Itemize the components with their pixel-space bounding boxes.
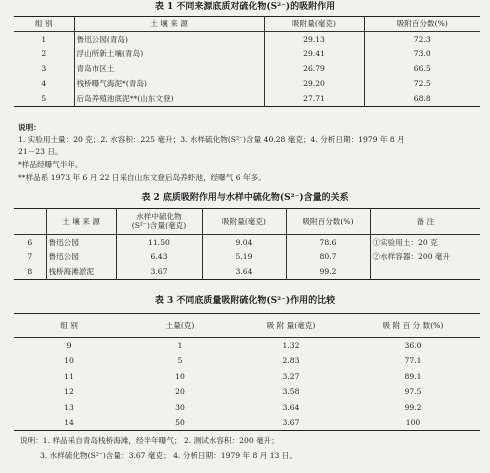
table1-source: 鲁迅公园(青岛) <box>74 32 264 47</box>
table1-note: 21－23 日。 <box>18 147 63 156</box>
table1-header-row <box>14 17 480 32</box>
table2-percent: 99.2 <box>286 265 370 280</box>
table-row <box>14 400 480 416</box>
table2-remark: ①实验用土：20 克 <box>372 237 438 247</box>
table1-source: 浮山所新土壤(青岛) <box>74 47 264 62</box>
table2-header-content-line1: 水样中硫化物 <box>136 211 182 221</box>
table2-amount: 9.04 <box>202 235 286 250</box>
table1-note: *样品经曝气半年。 <box>18 160 83 169</box>
table2-header-amount: 吸附量(毫克) <box>202 209 286 235</box>
table2-group: 8 <box>14 265 46 280</box>
table3-amount: 3.27 <box>282 371 300 381</box>
table3-header-soil: 土量(克) <box>165 320 195 330</box>
table3-header-amount: 吸 附 量(毫克) <box>266 320 316 330</box>
table1-group: 2 <box>14 47 74 62</box>
table3-percent: 99.2 <box>404 402 422 412</box>
table2-header-percent: 吸附百分数(%) <box>286 209 370 235</box>
table3-group: 9 <box>66 340 72 350</box>
table1-group: 1 <box>14 32 74 47</box>
table2-header-row <box>14 209 480 235</box>
table1-header-source: 土 壤 来 源 <box>74 17 264 32</box>
table2-header-content-line2: (S²⁻)含量(毫克) <box>131 220 187 230</box>
table2-header-remark: 备 注 <box>416 216 435 226</box>
table1-source: 后岛养殖池底泥**(山东文登) <box>74 92 264 107</box>
table3-amount: 3.67 <box>282 417 300 427</box>
table1-percent: 73.0 <box>413 49 431 59</box>
table1-title: 表 1 不同来源底质对硫化物(S²⁻)的吸附作用 <box>154 2 336 12</box>
table2-content: 6.43 <box>116 250 202 265</box>
table2-header-content <box>116 209 202 235</box>
table2-remark: ②水样容器：200 毫升 <box>372 252 451 262</box>
table2-header-source: 土 壤 来 源 <box>46 209 116 235</box>
table-row <box>14 415 480 431</box>
table3-notes <box>14 436 480 466</box>
table1-header-percent: 吸附百分数(%) <box>396 19 448 29</box>
table3-amount: 1.32 <box>282 340 300 350</box>
table1-amount: 29.20 <box>264 77 364 92</box>
table3-percent: 36.0 <box>404 340 422 350</box>
table-row <box>14 92 480 107</box>
table1-note-heading: 说明： <box>18 123 41 132</box>
table-row <box>14 338 480 354</box>
table-row <box>14 250 480 265</box>
table2 <box>14 208 480 280</box>
table2-header-group <box>14 209 46 235</box>
table2-source: 栈桥海滩淤泥 <box>46 265 116 280</box>
table3-soil: 20 <box>175 387 185 397</box>
table3-percent: 100 <box>405 417 421 427</box>
table1-amount: 26.79 <box>264 62 364 77</box>
table1-group: 4 <box>14 77 74 92</box>
table1-notes <box>14 123 480 203</box>
table2-content: 11.50 <box>116 235 202 250</box>
table3-header-percent: 吸 附 百 分 数(%) <box>382 320 444 330</box>
table2-remark-empty <box>370 265 480 280</box>
table3-soil: 50 <box>175 417 185 427</box>
table3-group: 10 <box>64 356 74 366</box>
table3-amount: 3.58 <box>282 387 300 397</box>
table-row <box>14 384 480 400</box>
table3-soil: 5 <box>177 356 183 366</box>
table1-percent: 66.5 <box>413 64 431 74</box>
table-row <box>14 235 480 250</box>
table1 <box>14 16 480 107</box>
table3 <box>14 313 480 431</box>
table-row <box>14 47 480 62</box>
table2-group: 6 <box>14 235 46 250</box>
table2-amount: 3.64 <box>202 265 286 280</box>
table3-header-group: 组 别 <box>60 320 78 330</box>
table1-note: 1. 实验用土量：20 克；2. 水容积：225 毫升；3. 水样硫化物(S²⁻)含量 40.28 毫克；4. 分析日期：1979 年 8 月 <box>18 135 405 144</box>
table2-percent: 80.7 <box>286 250 370 265</box>
table1-percent: 72.5 <box>413 79 431 89</box>
table3-header-row <box>14 314 480 338</box>
table2-amount: 5.19 <box>202 250 286 265</box>
table2-source: 鲁迅公园 <box>46 250 116 265</box>
table-row <box>14 369 480 385</box>
table1-percent: 72.3 <box>413 34 431 44</box>
table3-title: 表 3 不同底质量吸附硫化物(S²⁻)作用的比较 <box>154 296 336 306</box>
table3-amount: 2.83 <box>282 356 300 366</box>
table1-source: 青岛市区土 <box>74 62 264 77</box>
table2-source: 鲁迅公园 <box>46 235 116 250</box>
table-row <box>14 77 480 92</box>
table3-note: 说明：1. 样品采自青岛栈桥海滩，经半年曝气； 2. 测试水容积：200 毫升； <box>20 436 279 445</box>
table3-percent: 77.1 <box>404 356 422 366</box>
table2-content: 3.67 <box>116 265 202 280</box>
table2-title: 表 2 底质吸附作用与水样中硫化物(S²⁻)含量的关系 <box>141 193 349 203</box>
table2-group: 7 <box>14 250 46 265</box>
table-row <box>14 62 480 77</box>
table1-amount: 29.41 <box>264 47 364 62</box>
table1-header-group: 组 别 <box>14 17 74 32</box>
table1-source: 栈桥曝气海泥*(青岛) <box>74 77 264 92</box>
table3-soil: 30 <box>175 402 185 412</box>
table-row <box>14 265 480 280</box>
table3-percent: 89.1 <box>404 371 422 381</box>
table1-group: 3 <box>14 62 74 77</box>
table3-group: 14 <box>64 417 74 427</box>
table-row <box>14 353 480 369</box>
table3-group: 12 <box>64 387 74 397</box>
table1-amount: 29.13 <box>264 32 364 47</box>
table1-group: 5 <box>14 92 74 107</box>
table3-amount: 3.64 <box>282 402 300 412</box>
table1-note: **样品系 1973 年 6 月 22 日采自山东文登后岛养虾池，经曝气 6 年多。 <box>18 173 266 182</box>
table3-soil: 10 <box>175 371 185 381</box>
table-row <box>14 32 480 47</box>
table3-soil: 1 <box>177 340 183 350</box>
table2-percent: 78.6 <box>286 235 370 250</box>
table3-note: 3. 水样硫化物(S²⁻)含量：3.67 毫克； 4. 分析日期：1979 年 8 月 13 日。 <box>40 451 297 460</box>
table3-group: 13 <box>64 402 74 412</box>
table1-amount: 27.71 <box>264 92 364 107</box>
table1-percent: 68.8 <box>413 94 431 104</box>
table3-percent: 97.5 <box>404 387 422 397</box>
table1-header-amount: 吸附量(毫克) <box>264 17 364 32</box>
table3-group: 11 <box>64 371 74 381</box>
